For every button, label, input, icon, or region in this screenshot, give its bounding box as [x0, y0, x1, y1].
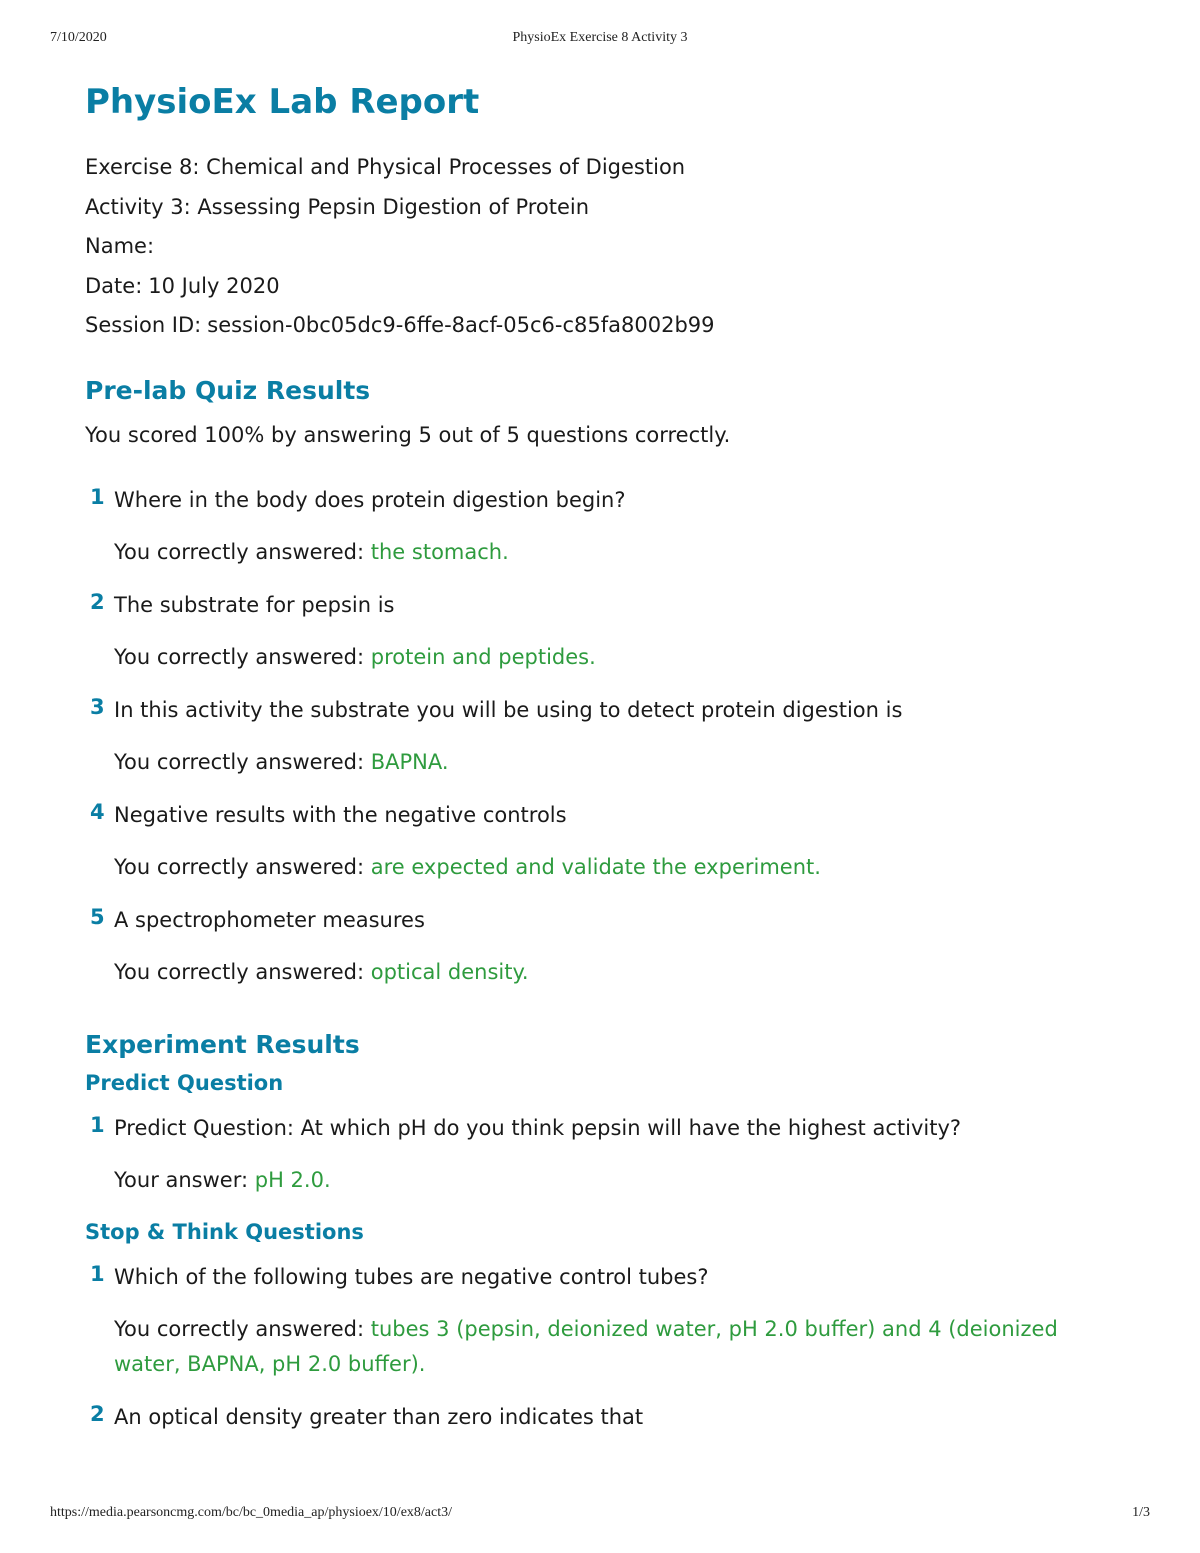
correct-answer: tubes 3 (pepsin, deionized water, pH 2.0 buffer) and 4 (deionized water, BAPNA, pH 2.0 buffer).	[114, 1316, 1058, 1376]
answer-prefix: You correctly answered:	[114, 539, 365, 564]
predict-heading: Predict Question	[85, 1070, 284, 1095]
correct-answer: protein and peptides.	[370, 644, 596, 669]
page-url: https://media.pearsoncmg.com/bc/bc_0media_ap/physioex/10/ex8/act3/	[50, 1505, 453, 1520]
correct-answer: BAPNA.	[370, 749, 449, 774]
question-text: Which of the following tubes are negative control tubes?	[114, 1264, 709, 1289]
question-text: Negative results with the negative controls	[114, 802, 567, 827]
stop-think-question	[85, 1262, 1125, 1382]
report-content	[85, 82, 1125, 1432]
answer-line	[114, 1163, 1125, 1198]
session-label: Session ID:	[85, 313, 202, 337]
prelab-score: You scored 100% by answering 5 out of 5 questions correctly.	[85, 422, 731, 447]
answer-prefix: You correctly answered:	[114, 1316, 365, 1341]
page-number: 1/3	[1132, 1505, 1150, 1520]
prelab-question	[85, 800, 1125, 885]
report-title: PhysioEx Lab Report	[85, 82, 480, 122]
print-footer	[50, 1505, 1150, 1525]
question-text: An optical density greater than zero indicates that	[114, 1404, 644, 1429]
question-text: A spectrophometer measures	[114, 907, 425, 932]
name-line	[85, 227, 1125, 267]
exercise-line: Exercise 8: Chemical and Physical Processes of Digestion	[85, 155, 686, 179]
answer-prefix: You correctly answered:	[114, 854, 365, 879]
question-number: 4	[90, 799, 105, 824]
question-number: 2	[90, 589, 105, 614]
date-value: 10 July 2020	[148, 273, 280, 298]
print-date: 7/10/2020	[50, 30, 107, 45]
answer-line	[114, 850, 1125, 885]
question-number: 2	[90, 1401, 105, 1426]
correct-answer: are expected and validate the experiment.	[370, 854, 821, 879]
correct-answer: the stomach.	[370, 539, 509, 564]
print-title: PhysioEx Exercise 8 Activity 3	[512, 30, 688, 45]
answer-prefix: Your answer:	[114, 1167, 249, 1192]
question-text: Predict Question: At which pH do you think pepsin will have the highest activity?	[114, 1115, 962, 1140]
question-number: 1	[90, 1261, 105, 1286]
answer-line	[114, 1312, 1125, 1382]
print-header	[50, 30, 1150, 50]
prelab-question	[85, 905, 1125, 990]
session-value: session-0bc05dc9-6ffe-8acf-05c6-c85fa8002b99	[207, 313, 715, 337]
answer-line	[114, 640, 1125, 675]
stop-think-question	[85, 1402, 1125, 1432]
question-text: Where in the body does protein digestion begin?	[114, 487, 626, 512]
prelab-question	[85, 695, 1125, 780]
given-answer: pH 2.0.	[254, 1167, 331, 1192]
answer-prefix: You correctly answered:	[114, 644, 365, 669]
prelab-question	[85, 590, 1125, 675]
name-label: Name:	[85, 234, 155, 258]
question-text: The substrate for pepsin is	[114, 592, 395, 617]
stop-think-heading: Stop & Think Questions	[85, 1219, 364, 1244]
date-line	[85, 267, 1125, 307]
answer-line	[114, 535, 1125, 570]
correct-answer: optical density.	[370, 959, 529, 984]
answer-prefix: You correctly answered:	[114, 749, 365, 774]
prelab-heading: Pre-lab Quiz Results	[85, 375, 371, 405]
session-line	[85, 306, 1125, 346]
activity-line: Activity 3: Assessing Pepsin Digestion of Protein	[85, 194, 590, 219]
question-number: 3	[90, 694, 105, 719]
question-number: 5	[90, 904, 105, 929]
question-number: 1	[90, 484, 105, 509]
question-number: 1	[90, 1112, 105, 1137]
answer-line	[114, 955, 1125, 990]
date-label: Date:	[85, 273, 143, 298]
answer-line	[114, 745, 1125, 780]
prelab-question	[85, 485, 1125, 570]
predict-question	[85, 1113, 1125, 1198]
answer-prefix: You correctly answered:	[114, 959, 365, 984]
question-text: In this activity the substrate you will be using to detect protein digestion is	[114, 697, 903, 722]
experiment-heading: Experiment Results	[85, 1029, 360, 1059]
